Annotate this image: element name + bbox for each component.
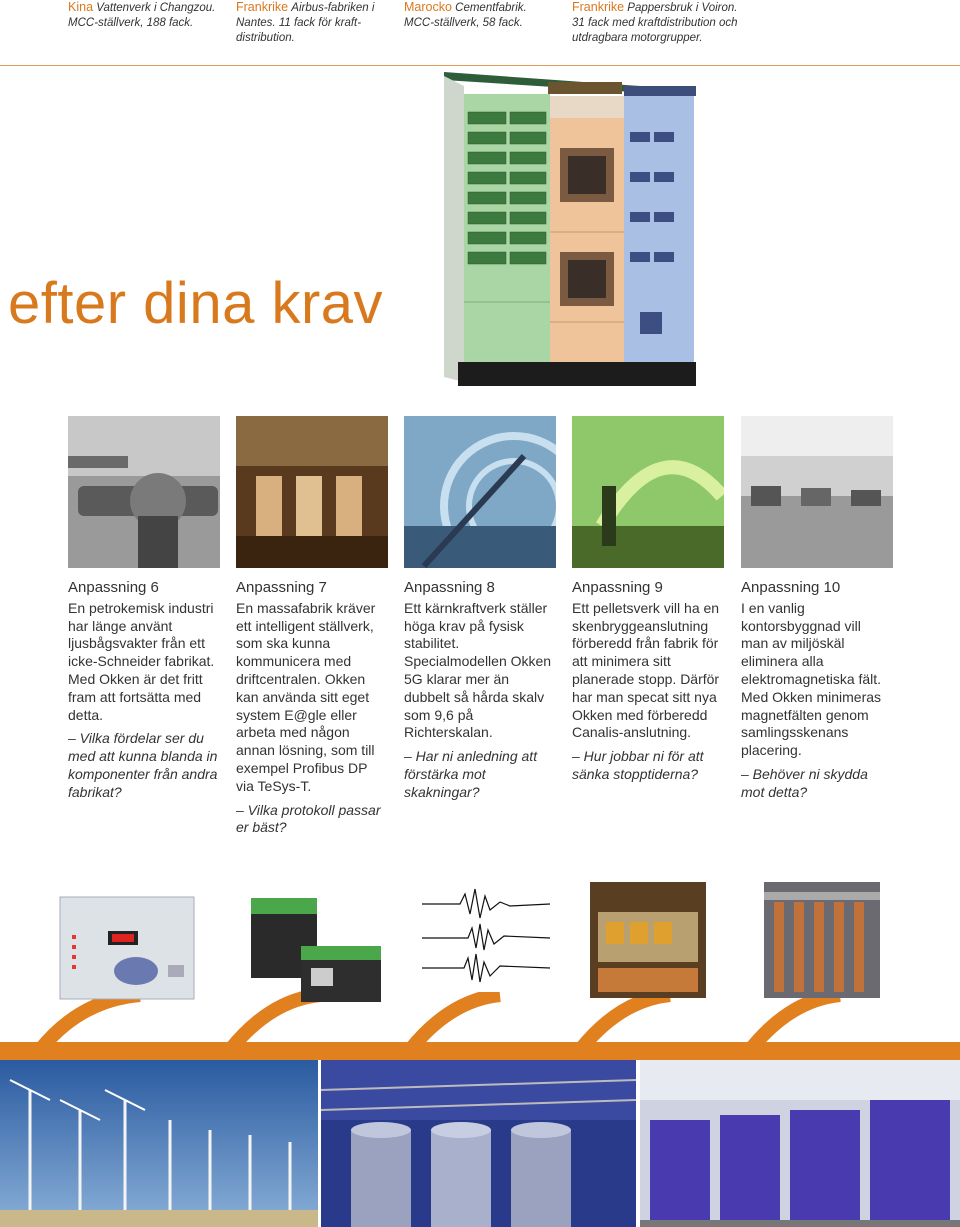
adaptation-title: Anpassning 8: [404, 579, 495, 596]
switchgear-cabinet-image: [440, 72, 700, 402]
seismic-waveform-image: [420, 884, 552, 992]
tesys-modules-image: [245, 888, 390, 1008]
adaptation-body: En petrokemisk industri har länge använt ljusbågsvakter från ett icke-Schneider fabrikat. Med Okken är det fritt fram att fortsätta med detta.: [68, 599, 215, 723]
adaptation-10: [741, 579, 891, 802]
adaptation-body: En massafabrik kräver ett intelligent ställverk, som ska kunna kommunicera med driftcentralen. Okken kan använda sitt eget system E@gle eller arbeta med någon annan lösning, som till exempel Profibus DP via TeSys-T.: [236, 599, 376, 794]
wind-turbines-photo: [0, 1060, 318, 1227]
drawer-unit-image: [590, 882, 706, 998]
adaptation-9: [572, 579, 724, 784]
adaptation-question: – Vilka fördelar ser du med att kunna blanda in komponenter från andra fabrikat?: [68, 730, 218, 800]
adaptation-8: [404, 579, 556, 802]
pulp-factory-photo: [236, 416, 388, 568]
orange-band: [0, 1042, 960, 1060]
adaptation-question: – Vilka protokoll passar er bäst?: [236, 801, 381, 836]
caption-country: Frankrike: [236, 0, 289, 14]
caption-text: Vattenverk i Changzou. MCC-ställverk, 188 fack.: [68, 2, 216, 29]
caption-1: [68, 0, 218, 31]
adaptation-title: Anpassning 7: [236, 579, 327, 596]
adaptation-7: [236, 579, 388, 837]
caption-country: Frankrike: [572, 0, 625, 14]
protection-relay-image: [58, 895, 198, 1017]
adaptation-body: Ett kärnkraftverk ställer höga krav på fysisk stabilitet. Specialmodellen Okken 5G klarar mer än dubbelt så hårda skalv som 9,6 på Richterskalan.: [404, 599, 552, 741]
adaptation-title: Anpassning 9: [572, 579, 663, 596]
adaptation-body: I en vanlig kontorsbyggnad vill man av miljöskäl eliminera alla elektromagnetiska fält. Med Okken minimeras magnetfälten genom samlingsskenans placering.: [741, 599, 882, 759]
page-headline: efter dina krav: [8, 271, 384, 336]
caption-4: [572, 0, 742, 46]
adaptation-body: Ett pelletsverk vill ha en skenbryggeanslutning förberedd från fabrik för att minimera sitt planerade stopp. Därför har man specat sitt nya Okken med förberedd Canalis-anslutning.: [572, 599, 720, 741]
petrochemical-pipes-photo: [68, 416, 220, 568]
caption-text: Pappersbruk i Voiron. 31 fack med kraftdistribution och utdragbara motorgrupper.: [572, 2, 738, 44]
caption-text: Airbus-fabriken i Nantes. 11 fack för kraft-distribution.: [236, 2, 375, 44]
nuclear-plant-photo: [404, 416, 556, 568]
caption-3: [404, 0, 544, 31]
adaptation-question: – Har ni anledning att förstärka mot skakningar?: [404, 748, 538, 800]
caption-text: Cementfabrik. MCC-ställverk, 58 fack.: [404, 2, 527, 29]
divider-line: [0, 65, 960, 66]
pellet-plant-photo: [572, 416, 724, 568]
adaptation-title: Anpassning 10: [741, 579, 841, 596]
adaptation-question: – Behöver ni skydda mot detta?: [741, 765, 868, 800]
caption-2: [236, 0, 376, 46]
busbar-system-image: [764, 882, 880, 998]
office-building-photo: [741, 416, 893, 568]
switchgear-hall-photo: [640, 1060, 960, 1227]
cement-silos-photo: [321, 1060, 636, 1227]
adaptation-title: Anpassning 6: [68, 579, 159, 596]
adaptation-question: – Hur jobbar ni för att sänka stopptiderna?: [572, 748, 704, 782]
caption-country: Kina: [68, 0, 94, 14]
adaptation-6: [68, 579, 218, 802]
caption-country: Marocko: [404, 0, 452, 14]
